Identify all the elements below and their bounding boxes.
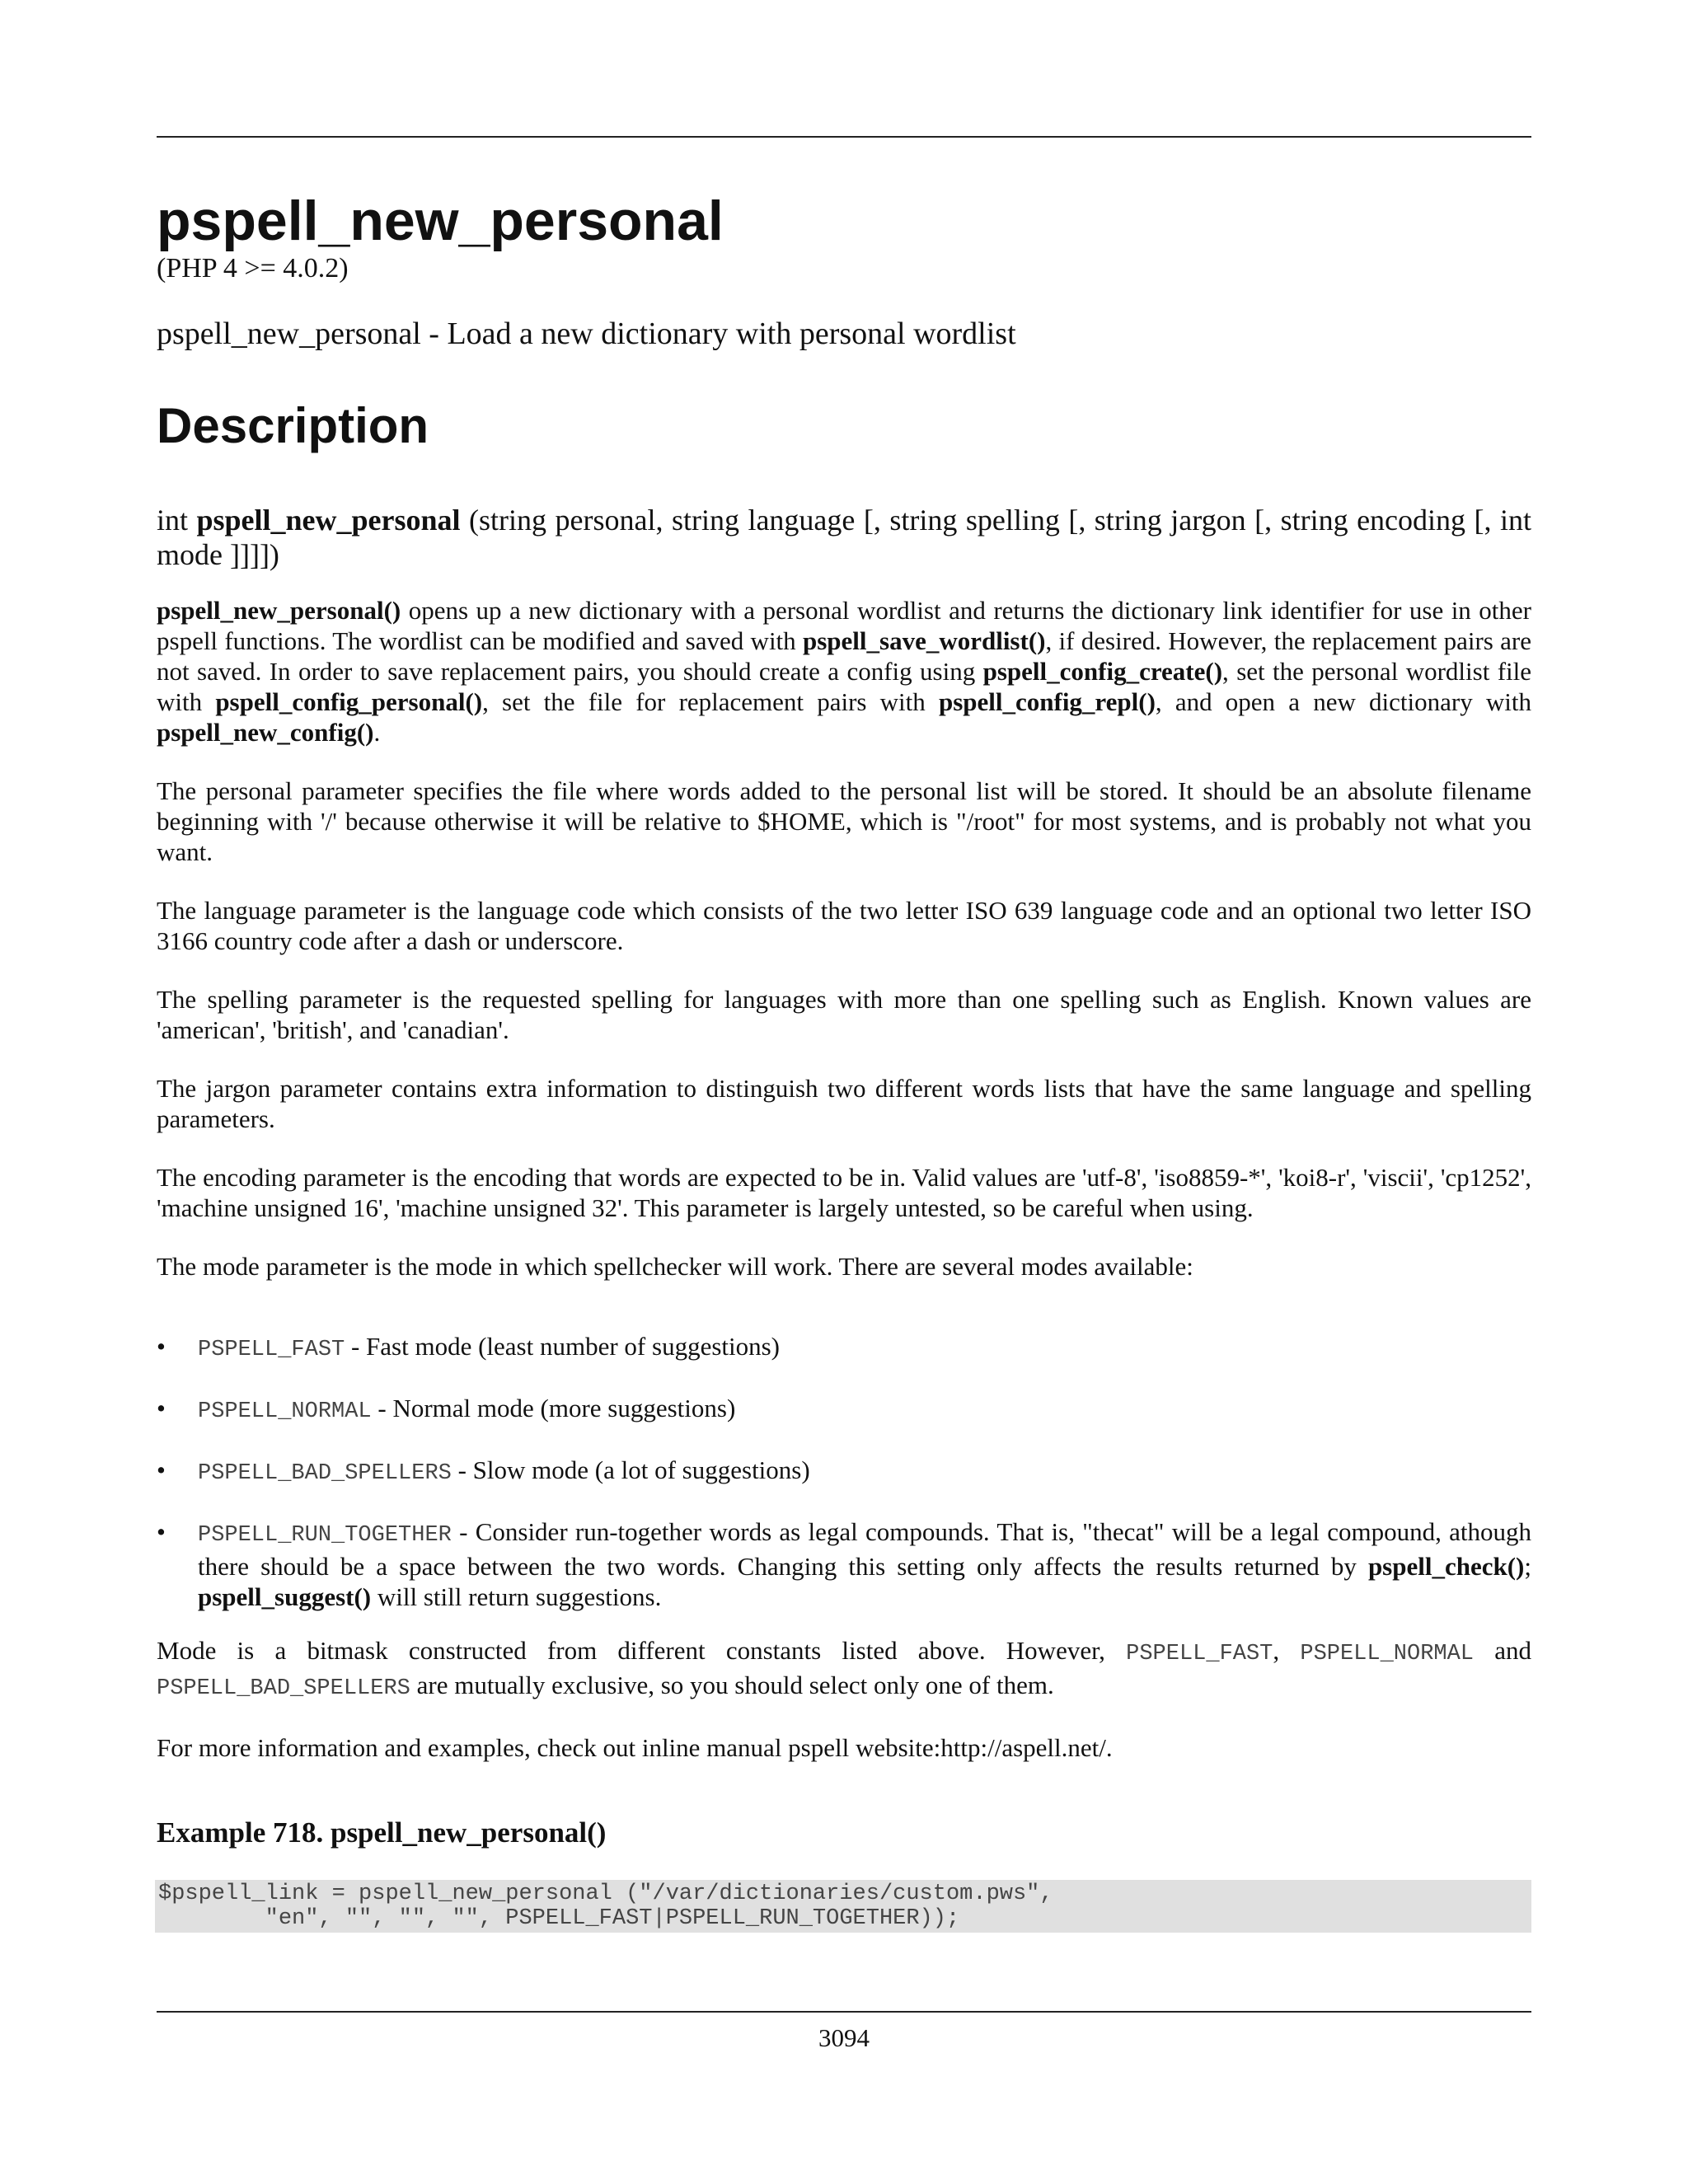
page-content [157,190,1531,1933]
function-ref: pspell_config_repl() [938,687,1156,716]
paragraph-encoding: The encoding parameter is the encoding that words are expected to be in. Valid values are 'utf-8', 'iso8859-*', 'koi8-r', 'viscii', 'cp1252', 'machine unsigned 16', 'machine unsigned 32'. This parameter is largely untested, so be careful when using. [157,1163,1531,1222]
text: opens up a new dictionary with a personal wordlist and returns the dictionary link identifier for use in other pspell functions. The wordlist can be modified and saved with [157,596,1531,655]
text: Mode is a bitmask constructed from different constants listed above. However, [157,1636,1127,1665]
example-title: Example 718. pspell_new_personal() [157,1816,607,1849]
list-item [157,1516,1531,1612]
page-number: 3094 [818,2023,870,2052]
constant: PSPELL_NORMAL [1300,1642,1475,1666]
code-example: $pspell_link = pspell_new_personal ("/var/dictionaries/custom.pws", "en", "", "", "", PSPELL_FAST|PSPELL_RUN_TOGETHER)); [155,1880,1531,1933]
paragraph-jargon: The jargon parameter contains extra information to distinguish two different words lists that have the same language and spelling parameters. [157,1074,1531,1133]
php-version: (PHP 4 >= 4.0.2) [157,253,349,284]
function-params: (string personal, string language [, string spelling [, string jargon [, string encoding [, int mode ]]]]) [157,504,1531,571]
function-ref: pspell_check() [1367,1552,1525,1581]
constant: PSPELL_FAST [198,1338,345,1362]
function-ref: pspell_config_personal() [215,687,483,716]
function-synopsis [157,503,1531,572]
list-item [157,1331,1531,1366]
paragraph-spelling: The spelling parameter is the requested spelling for languages with more than one spelling such as English. Known values are 'american', 'british', and 'canadian'. [157,985,1531,1044]
page-title: pspell_new_personal [157,190,724,252]
mode-desc: - Fast mode (least number of suggestions) [345,1332,781,1361]
constant: PSPELL_BAD_SPELLERS [157,1676,410,1701]
paragraph-overview [157,595,1531,748]
bullet: • [157,1394,166,1422]
function-ref: pspell_config_create() [982,657,1223,686]
text: are mutually exclusive, so you should select only one of them. [410,1671,1054,1699]
footer-rule [157,2011,1531,2013]
text: , set the personal wordlist file with [157,657,1532,716]
constant: PSPELL_NORMAL [198,1399,372,1424]
paragraph-more-info: For more information and examples, check out inline manual pspell website:http://aspell.net/. [157,1733,1113,1762]
function-name: pspell_new_personal [196,504,461,537]
text: will still return suggestions. [371,1582,662,1611]
bullet: • [157,1517,166,1546]
bullet: • [157,1332,166,1361]
paragraph-personal: The personal parameter specifies the file where words added to the personal list will be stored. It should be an absolute filename beginning with '/' because otherwise it will be relative to $HOME, which is "/root" for most systems, and is probably not what you want. [157,776,1531,866]
function-ref: pspell_save_wordlist() [802,626,1046,655]
function-ref: pspell_suggest() [198,1582,372,1611]
function-ref: pspell_new_config() [157,718,374,747]
return-type: int [157,504,197,537]
mode-desc: - Normal mode (more suggestions) [371,1394,736,1422]
text: ; [1524,1552,1531,1581]
text: and [1474,1636,1532,1665]
text: , [1273,1636,1301,1665]
paragraph-bitmask [157,1635,1531,1704]
constant: PSPELL_FAST [1126,1642,1273,1666]
function-ref: pspell_new_personal() [157,596,401,625]
mode-desc: - Slow mode (a lot of suggestions) [451,1455,810,1484]
header-rule [157,136,1531,138]
bullet: • [157,1455,166,1484]
text: , if desired. However, the replacement pairs are not saved. In order to save replacement pairs, you should create a config using [157,626,1531,686]
text: , set the file for replacement pairs with [482,687,939,716]
list-item [157,1455,1531,1489]
constant: PSPELL_RUN_TOGETHER [198,1523,452,1548]
paragraph-mode: The mode parameter is the mode in which spellchecker will work. There are several modes available: [157,1252,1193,1281]
text: . [373,718,381,747]
paragraph-language: The language parameter is the language code which consists of the two letter ISO 639 language code and an optional two letter ISO 3166 country code after a dash or underscore. [157,896,1531,955]
constant: PSPELL_BAD_SPELLERS [198,1461,452,1486]
mode-list [157,1331,1531,1612]
list-item [157,1393,1531,1427]
function-purpose: pspell_new_personal - Load a new dictionary with personal wordlist [157,316,1016,351]
description-heading: Description [157,398,429,453]
text: , and open a new dictionary with [1155,687,1532,716]
mode-desc: - Consider run-together words as legal compounds. That is, "thecat" will be a legal compound, athough there should be a space between the two words. Changing this setting only affects the results returned by [198,1517,1531,1581]
